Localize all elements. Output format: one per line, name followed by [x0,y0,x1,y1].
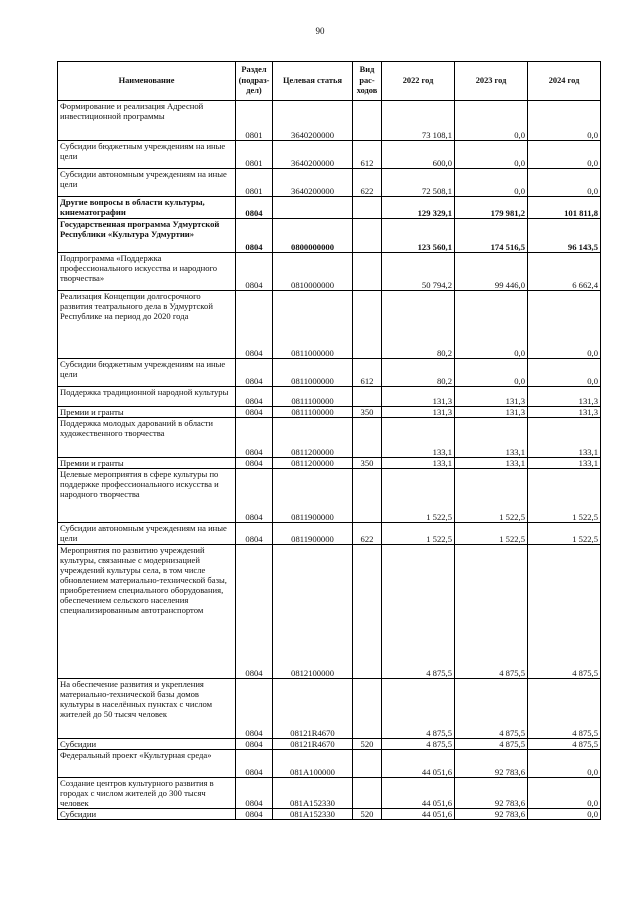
cell-y2024: 0,0 [528,809,601,820]
cell-type [353,679,382,739]
cell-type [353,291,382,359]
cell-target: 0811000000 [273,359,353,387]
table-row [58,359,601,387]
cell-y2023: 131,3 [455,407,528,418]
table-row [58,679,601,739]
cell-section: 0804 [236,418,273,458]
cell-target: 3640200000 [273,169,353,197]
cell-y2023: 1 522,5 [455,469,528,523]
cell-y2023: 174 516,5 [455,219,528,253]
cell-y2022: 4 875,5 [382,739,455,750]
cell-target: 0811200000 [273,458,353,469]
cell-target: 0800000000 [273,219,353,253]
cell-type [353,545,382,679]
cell-name: Субсидии бюджетным учреждениям на иные цели [58,359,236,387]
cell-target: 0811900000 [273,523,353,545]
cell-y2024: 0,0 [528,291,601,359]
header-target: Целевая статья [273,62,353,101]
cell-type [353,197,382,219]
cell-y2023: 92 783,6 [455,778,528,809]
cell-section: 0801 [236,101,273,141]
cell-target: 0811100000 [273,387,353,407]
cell-name: Подпрограмма «Поддержка профессионального искусства и народного творчества» [58,253,236,291]
cell-y2022: 600,0 [382,141,455,169]
table-row [58,545,601,679]
table-row [58,523,601,545]
table-row [58,407,601,418]
cell-y2022: 131,3 [382,387,455,407]
cell-type: 622 [353,523,382,545]
cell-name: На обеспечение развития и укрепления материально-технической базы домов культуры в населённых пунктах с числом жителей до 50 тысяч человек [58,679,236,739]
cell-target: 081A152330 [273,778,353,809]
cell-section: 0804 [236,407,273,418]
cell-y2024: 1 522,5 [528,469,601,523]
cell-target [273,197,353,219]
cell-section: 0804 [236,387,273,407]
cell-target: 0811100000 [273,407,353,418]
cell-section: 0804 [236,778,273,809]
cell-target: 3640200000 [273,101,353,141]
cell-name: Целевые мероприятия в сфере культуры по поддержке профессионального искусства и народного творчества [58,469,236,523]
table-row [58,169,601,197]
table-row [58,291,601,359]
cell-y2024: 0,0 [528,359,601,387]
cell-section: 0804 [236,523,273,545]
cell-y2023: 0,0 [455,101,528,141]
cell-y2024: 96 143,5 [528,219,601,253]
cell-y2022: 1 522,5 [382,469,455,523]
cell-y2022: 131,3 [382,407,455,418]
cell-section: 0804 [236,253,273,291]
cell-y2023: 92 783,6 [455,750,528,778]
cell-target: 0810000000 [273,253,353,291]
table-row [58,253,601,291]
cell-section: 0804 [236,291,273,359]
cell-name: Субсидии [58,809,236,820]
cell-y2023: 131,3 [455,387,528,407]
cell-y2022: 72 508,1 [382,169,455,197]
cell-target: 08121R4670 [273,679,353,739]
cell-name: Реализация Концепции долгосрочного развития театрального дела в Удмуртской Республике на период до 2020 года [58,291,236,359]
cell-name: Создание центров культурного развития в городах с числом жителей до 300 тысяч человек [58,778,236,809]
table-row [58,778,601,809]
cell-name: Государственная программа Удмуртской Республики «Культура Удмуртии» [58,219,236,253]
cell-type: 520 [353,739,382,750]
cell-section: 0801 [236,169,273,197]
cell-y2023: 4 875,5 [455,679,528,739]
cell-type [353,750,382,778]
cell-y2024: 4 875,5 [528,679,601,739]
cell-y2024: 0,0 [528,141,601,169]
table-row [58,739,601,750]
cell-name: Формирование и реализация Адресной инвестиционной программы [58,101,236,141]
cell-name: Субсидии [58,739,236,750]
table-row [58,809,601,820]
cell-y2024: 4 875,5 [528,739,601,750]
cell-y2022: 44 051,6 [382,750,455,778]
cell-name: Субсидии бюджетным учреждениям на иные цели [58,141,236,169]
cell-type: 520 [353,809,382,820]
cell-y2022: 80,2 [382,291,455,359]
cell-type: 612 [353,359,382,387]
cell-name: Другие вопросы в области культуры, кинематографии [58,197,236,219]
cell-section: 0804 [236,545,273,679]
cell-y2022: 80,2 [382,359,455,387]
table-row [58,101,601,141]
cell-y2022: 133,1 [382,418,455,458]
header-2023: 2023 год [455,62,528,101]
cell-target: 08121R4670 [273,739,353,750]
cell-section: 0804 [236,739,273,750]
cell-type [353,219,382,253]
cell-section: 0804 [236,458,273,469]
cell-name: Поддержка молодых дарований в области художественного творчества [58,418,236,458]
table-header-row [58,62,601,101]
cell-target: 081A100000 [273,750,353,778]
cell-y2023: 0,0 [455,359,528,387]
cell-section: 0804 [236,359,273,387]
cell-y2024: 101 811,8 [528,197,601,219]
cell-y2023: 92 783,6 [455,809,528,820]
cell-y2024: 1 522,5 [528,523,601,545]
header-name: Наименование [58,62,236,101]
cell-y2024: 133,1 [528,458,601,469]
cell-y2022: 4 875,5 [382,545,455,679]
cell-y2023: 4 875,5 [455,739,528,750]
cell-target: 0811000000 [273,291,353,359]
cell-target: 0812100000 [273,545,353,679]
cell-y2022: 44 051,6 [382,778,455,809]
cell-type: 612 [353,141,382,169]
cell-type: 622 [353,169,382,197]
table-row [58,469,601,523]
cell-name: Федеральный проект «Культурная среда» [58,750,236,778]
cell-section: 0804 [236,219,273,253]
cell-type [353,387,382,407]
cell-section: 0804 [236,197,273,219]
cell-y2024: 0,0 [528,101,601,141]
cell-y2022: 129 329,1 [382,197,455,219]
cell-type [353,778,382,809]
table-row [58,197,601,219]
budget-table [57,61,601,820]
cell-type: 350 [353,407,382,418]
cell-target: 081A152330 [273,809,353,820]
cell-y2023: 99 446,0 [455,253,528,291]
cell-y2022: 133,1 [382,458,455,469]
cell-y2022: 123 560,1 [382,219,455,253]
cell-y2024: 0,0 [528,169,601,197]
cell-name: Мероприятия по развитию учреждений культуры, связанные с модернизацией учреждений культуры села, в том числе обновлением материально-технической базы, приобретением специального оборудования, обеспечением сельского населения специализированным автотранспортом [58,545,236,679]
cell-y2024: 0,0 [528,750,601,778]
table-row [58,141,601,169]
cell-type: 350 [353,458,382,469]
table-row [58,387,601,407]
cell-y2023: 0,0 [455,141,528,169]
cell-y2023: 179 981,2 [455,197,528,219]
table-row [58,750,601,778]
cell-name: Премии и гранты [58,458,236,469]
table-row [58,458,601,469]
cell-y2022: 44 051,6 [382,809,455,820]
cell-y2023: 4 875,5 [455,545,528,679]
table-row [58,219,601,253]
cell-y2022: 50 794,2 [382,253,455,291]
cell-name: Поддержка традиционной народной культуры [58,387,236,407]
page-number: 90 [315,26,325,36]
table-row [58,418,601,458]
cell-y2023: 1 522,5 [455,523,528,545]
cell-type [353,253,382,291]
header-2022: 2022 год [382,62,455,101]
cell-section: 0804 [236,679,273,739]
cell-type [353,101,382,141]
cell-name: Субсидии автономным учреждениям на иные цели [58,523,236,545]
cell-target: 0811200000 [273,418,353,458]
cell-y2024: 131,3 [528,407,601,418]
cell-type [353,469,382,523]
cell-y2024: 133,1 [528,418,601,458]
cell-y2023: 0,0 [455,169,528,197]
cell-section: 0804 [236,469,273,523]
cell-y2023: 133,1 [455,458,528,469]
cell-y2024: 6 662,4 [528,253,601,291]
cell-y2024: 0,0 [528,778,601,809]
cell-y2022: 73 108,1 [382,101,455,141]
cell-section: 0804 [236,750,273,778]
cell-y2023: 0,0 [455,291,528,359]
cell-target: 3640200000 [273,141,353,169]
cell-type [353,418,382,458]
cell-y2023: 133,1 [455,418,528,458]
header-section: Раздел (подраз-дел) [236,62,273,101]
cell-name: Субсидии автономным учреждениям на иные цели [58,169,236,197]
header-type: Вид рас-ходов [353,62,382,101]
cell-y2024: 4 875,5 [528,545,601,679]
cell-target: 0811900000 [273,469,353,523]
header-2024: 2024 год [528,62,601,101]
cell-section: 0801 [236,141,273,169]
cell-section: 0804 [236,809,273,820]
cell-y2022: 1 522,5 [382,523,455,545]
cell-y2022: 4 875,5 [382,679,455,739]
cell-name: Премии и гранты [58,407,236,418]
cell-y2024: 131,3 [528,387,601,407]
